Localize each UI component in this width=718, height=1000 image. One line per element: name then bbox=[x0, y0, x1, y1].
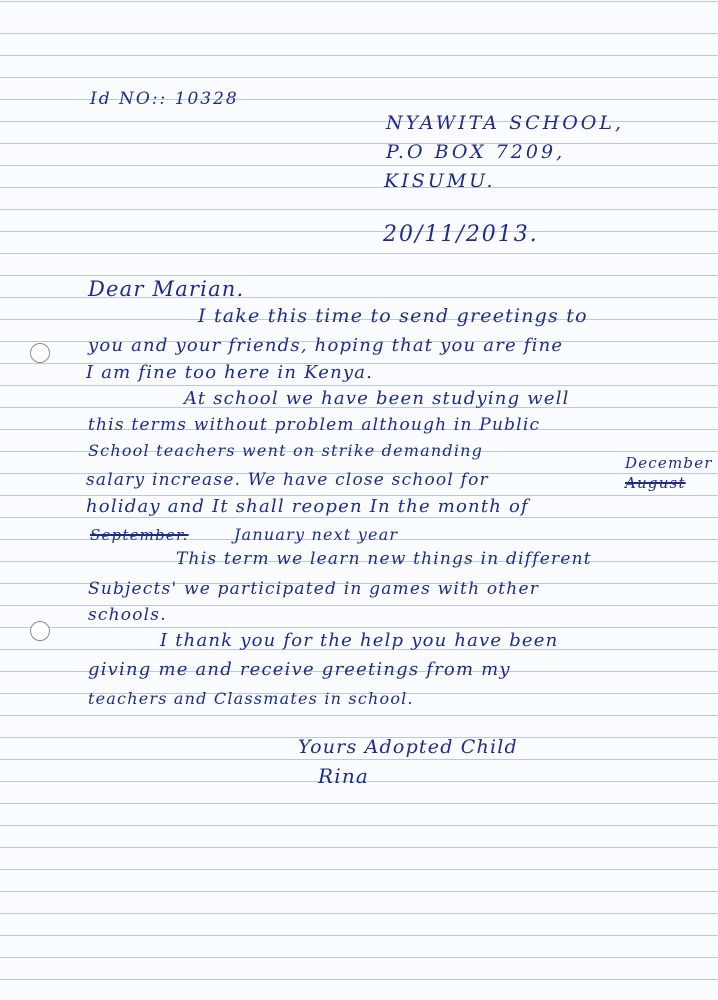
body-line-1: I take this time to send greetings to bbox=[198, 305, 588, 327]
address-line-3: KISUMU. bbox=[384, 170, 496, 192]
body-line-2: you and your friends, hoping that you are fine bbox=[88, 335, 564, 356]
body-line-4: At school we have been studying well bbox=[184, 388, 570, 409]
punch-hole-bottom bbox=[30, 621, 50, 641]
letter-date: 20/11/2013. bbox=[383, 222, 539, 247]
address-line-1: NYAWITA SCHOOL, bbox=[386, 112, 625, 134]
body-line-12: schools. bbox=[88, 605, 167, 625]
punch-hole-top bbox=[30, 343, 50, 363]
body-line-6: School teachers went on strike demanding bbox=[88, 441, 484, 460]
salutation: Dear Marian. bbox=[88, 277, 245, 301]
body-line-13: I thank you for the help you have been bbox=[160, 630, 559, 651]
signature: Rina bbox=[318, 764, 370, 788]
address-line-2: P.O BOX 7209, bbox=[386, 141, 566, 163]
body-line-5: this terms without problem although in Public bbox=[88, 415, 541, 435]
body-line-3: I am fine too here in Kenya. bbox=[86, 362, 374, 383]
closing: Yours Adopted Child bbox=[298, 736, 518, 758]
id-number: Id NO:: 10328 bbox=[90, 89, 239, 109]
struck-word-september: September. bbox=[90, 526, 189, 544]
body-line-11: Subjects' we participated in games with other bbox=[88, 579, 540, 599]
body-line-9: January next year bbox=[234, 525, 399, 544]
correction-december: December bbox=[625, 454, 713, 472]
body-line-10: This term we learn new things in different bbox=[176, 549, 592, 569]
body-line-15: teachers and Classmates in school. bbox=[88, 689, 414, 708]
struck-word-august: August bbox=[625, 474, 686, 492]
body-line-7: salary increase. We have close school for bbox=[86, 470, 489, 490]
body-line-8: holiday and It shall reopen In the month of bbox=[86, 496, 529, 517]
body-line-14: giving me and receive greetings from my bbox=[88, 659, 511, 680]
